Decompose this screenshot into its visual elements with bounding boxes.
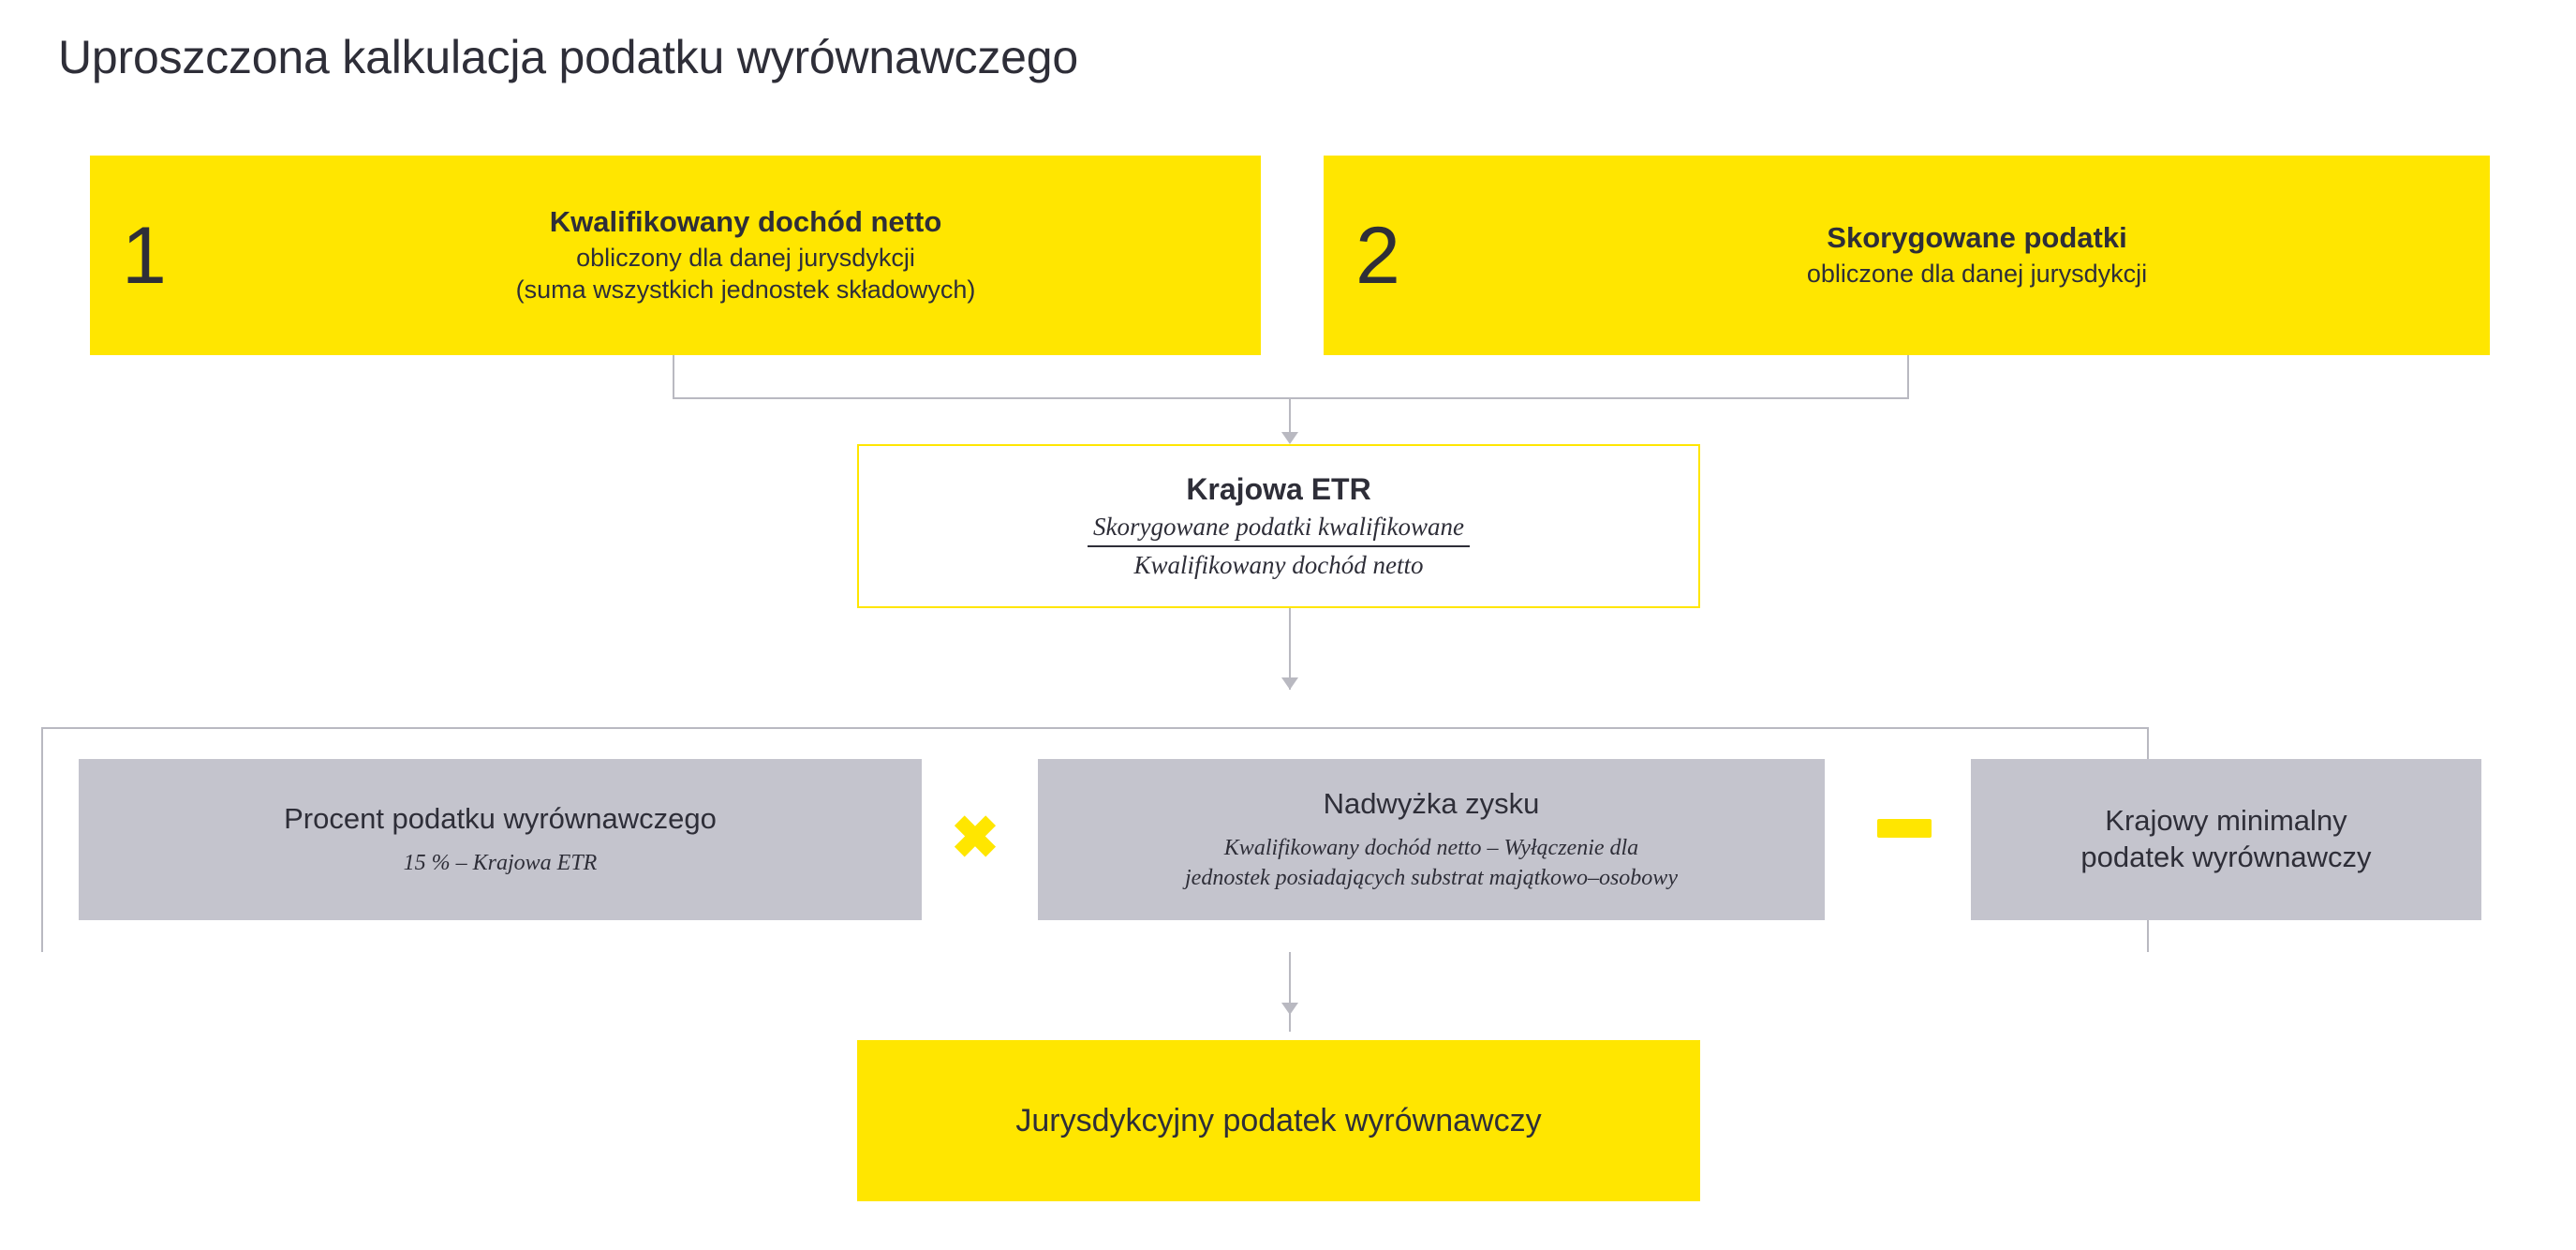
excess-profit-heading: Nadwyżka zysku xyxy=(1323,787,1540,821)
result-label: Jurysdykcyjny podatek wyrównawczy xyxy=(1015,1102,1542,1138)
step-2-content xyxy=(1666,220,2147,290)
multiply-operator-icon: ✖ xyxy=(951,806,999,871)
step-1-box xyxy=(90,156,1261,355)
step-1-content xyxy=(376,204,976,306)
step-2-box xyxy=(1324,156,2490,355)
step-1-number: 1 xyxy=(122,210,167,301)
uplift-rate-heading: Procent podatku wyrównawczego xyxy=(284,801,717,835)
domestic-minimum-box xyxy=(1971,759,2481,920)
excess-profit-box xyxy=(1038,759,1825,920)
domestic-minimum-line-1: Krajowy minimalny xyxy=(2105,804,2347,838)
etr-numerator: Skorygowane podatki kwalifikowane xyxy=(1088,513,1470,547)
excess-profit-sub-2: jednostek posiadających substrat majątkowo–osobowy xyxy=(1185,865,1678,890)
etr-denominator: Kwalifikowany dochód netto xyxy=(1133,551,1424,579)
connector-step1-down xyxy=(673,355,674,398)
domestic-minimum-content xyxy=(2080,803,2371,876)
result-box xyxy=(857,1040,1700,1201)
etr-fraction xyxy=(1088,513,1470,580)
arrow-to-etr-icon xyxy=(1281,432,1298,444)
uplift-rate-content xyxy=(284,801,717,878)
excess-profit-sub-1: Kwalifikowany dochód netto – Wyłączenie dla xyxy=(1223,836,1639,861)
page-title: Uproszczona kalkulacja podatku wyrównawczego xyxy=(58,31,1078,83)
step-1-heading: Kwalifikowany dochód netto xyxy=(549,205,942,239)
excess-profit-content xyxy=(1185,786,1678,893)
step-1-subline-2: (suma wszystkich jednostek składowych) xyxy=(515,275,976,305)
step-2-heading: Skorygowane podatki xyxy=(1827,221,2127,255)
etr-box xyxy=(857,444,1700,608)
etr-title: Krajowa ETR xyxy=(1186,472,1371,506)
step-2-number: 2 xyxy=(1355,210,1400,301)
arrow-to-result-icon xyxy=(1281,1003,1298,1015)
uplift-rate-sub: 15 % – Krajowa ETR xyxy=(403,851,598,875)
arrow-to-formula-icon xyxy=(1281,677,1298,690)
connector-formula-down xyxy=(1289,952,1291,1032)
domestic-minimum-line-2: podatek wyrównawczy xyxy=(2080,841,2372,873)
step-1-subline-1: obliczony dla danej jurysdykcji xyxy=(576,244,915,273)
minus-operator-icon xyxy=(1877,819,1932,838)
connector-join-horizontal xyxy=(673,397,1909,399)
uplift-rate-box xyxy=(79,759,922,920)
connector-step2-down xyxy=(1907,355,1909,398)
step-2-subline-1: obliczone dla danej jurysdykcji xyxy=(1806,260,2148,289)
